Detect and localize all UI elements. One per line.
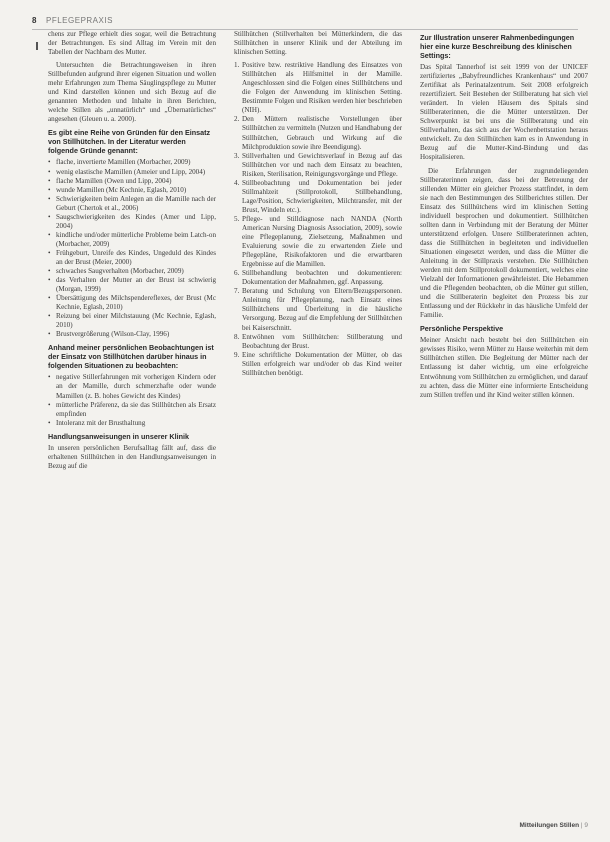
list-item-text: Stillverhalten und Gewichtsverlauf in Bezug auf das Stillhütchen vor und nach dem Einsatz zu beachten, Risiken, Sterilisation, Reinigungsvorgänge und Pflege.: [242, 151, 402, 178]
paragraph: Stillhütchen (Stillverhalten bei Mütterkindern, die das Stillhütchen in unserer Klinik und der Abteilung im klinischen Setting.: [234, 30, 402, 57]
list-item-text: Positive bzw. restriktive Handlung des Einsatzes von Stillhütchen als Hilfsmittel in der Mamille. Angeschlossen sind die Folgen eines Stillhütchens und die Folgen der Anwendung im klinischen Setting. Bestimmte Folgen und Risiken werden hier beschrieben (NIH).: [242, 61, 402, 115]
list-number: 5.: [234, 214, 240, 223]
list-item: [234, 179, 402, 215]
page-number: 8: [32, 16, 37, 25]
list-number: 1.: [234, 61, 240, 70]
list-item-text: Stillbeobachtung und Dokumentation bei jeder Stillmahlzeit (Stillprotokoll, Stillbehandlung, Lage/Position, Schwierigkeiten, Milchtransfer, mit der Brust, Windeln etc.).: [242, 178, 402, 214]
heading-setting: Zur Illustration unserer Rahmenbedingungen hier eine kurze Beschreibung des klinischen Settings:: [420, 33, 575, 60]
heading-observations: Anhand meiner persönlichen Beobachtungen ist der Einsatz von Stillhütchen darüber hinaus in folgenden Situationen zu beobachten:: [48, 343, 214, 371]
list-item: • Frühgeburt, Unreife des Kindes, Ungeduld des Kindes an der Brust (Meier, 2000): [48, 249, 216, 267]
observations-list: [48, 373, 216, 427]
list-item: [234, 61, 402, 115]
running-header: [32, 12, 578, 32]
list-item: • mütterliche Präferenz, da sie das Stillhütchen als Ersatz empfinden: [48, 401, 216, 419]
list-item-text: Stillbehandlung beobachten und dokumentieren: Dokumentation der Maßnahmen, ggf. Anpassung.: [242, 269, 402, 287]
footer-page-number: 9: [584, 822, 588, 829]
column-2: [234, 30, 402, 382]
list-number: 6.: [234, 269, 240, 278]
list-item: • flache, invertierte Mamillen (Morbacher, 2009): [48, 158, 216, 167]
paragraph: In unseren persönlichen Berufsalltag fällt auf, dass die erhaltenen Stillhütchen in den Handlungsanweisungen in Bezug auf die: [48, 443, 216, 470]
page-footer: Mitteilungen Stillen | 9: [519, 822, 588, 829]
reasons-list: [48, 158, 216, 339]
paragraph: Die Erfahrungen der zugrundeliegenden Stillberaterinnen zeigen, dass bei der Betreuung der stillenden Mütter ein gleicher Prozess stattfindet, in dem sie nach den Bestimmungen des Stillberichtes stillen. Der Einsatz des Stillhütchens wird im klinischen Setting individuell besprochen und dokumentiert. Stillhütchen sollten dann in Verbindung mit der Beratung der Mütter unterstützend erfolgen. Unsere Stillberaterinnen achten, dass die Stillhütchen in begleiteten und individuellen Situationen eingesetzt werden, und dass die Mütter die Anleitung in der Stillpraxis verstehen. Die Stillhütchen werden mit dem Stillprotokoll dokumentiert, welches eine Vielzahl der Informationen gewährleistet. Die Hebammen und die Pflegenden beobachten, ob die Mütter gut stillen, und die Stillberaterin begleitet den Prozess bis zur Entlassung und der Rückkehr in das häusliche Umfeld der Familie.: [420, 166, 588, 320]
list-item: [234, 215, 402, 269]
paragraph: Untersuchten die Betrachtungsweisen in ihren Stillbefunden aufgrund ihrer eigenen Situation und wollen mehr Erfahrungen zum Thema Säuglingspflege zu Mutter und Kind darstellen können und sich Bezug auf die genannten Methoden und Inhalte in ihren Berichten, welche Stillen als „unnatürlich“ und „Übernatürliches“ angesehen (Gleuen u. a. 2000).: [48, 61, 216, 124]
margin-marker: [36, 42, 38, 50]
list-number: 4.: [234, 178, 240, 187]
numbered-list: [234, 61, 402, 378]
list-item: • schwaches Saugverhalten (Morbacher, 2009): [48, 267, 216, 276]
list-item: [234, 351, 402, 378]
publication-name: Mitteilungen Stillen: [519, 822, 580, 829]
heading-perspective: Persönliche Perspektive: [420, 324, 504, 334]
list-item: [234, 333, 402, 351]
list-item: [234, 152, 402, 179]
list-item: • wenig elastische Mamillen (Ameier und Lipp, 2004): [48, 168, 216, 177]
list-number: 8.: [234, 332, 240, 341]
list-item: • Intoleranz mit der Brusthaltung: [48, 419, 216, 428]
list-item: [234, 115, 402, 151]
list-item-text: Den Müttern realistische Vorstellungen über Stillhütchen zu vermitteln (Nutzen und Handhabung der Stillhütchen, Gebrauch und Wirkung auf die Milchproduktion sowie ihre Beendigung).: [242, 115, 402, 151]
paragraph: Das Spital Tannerhof ist seit 1999 von der UNICEF zertifiziertes „Babyfreundliches Krankenhaus“ und 2007 Zertifikat als Perinatalzentrum. Seit 2008 erfolgreich rezertifiziert. Seit Bestehen der Stillberatung hat sich viel verändert. In vielen Häusern des Spitals sind Stillberaterinnen, die die Mütter unterstützen. Der Schwerpunkt ist bei uns die Stillberatung und ein Stillverhalten, das sich aus der Wochenbettstation heraus entwickelt. Zu den Stillhütchen kam es in Anwendung in Bezug auf die Mutter-Kind-Bindung und das Hospitalisieren.: [420, 63, 588, 162]
list-item-text: Beratung und Schulung von Eltern/Bezugspersonen. Anleitung für Pflegeplanung, nach Einsatz eines Stillhütchens und Überleitung in die häusliche Versorgung. Bezug auf die Empfehlung der Stillhütchen bei Kaiserschnitt.: [242, 287, 402, 332]
list-item: • flache Mamillen (Owen und Lipp, 2004): [48, 177, 216, 186]
heading-instructions: Handlungsanweisungen in unserer Klinik: [48, 431, 189, 441]
list-item: • kindliche und/oder mütterliche Probleme beim Latch-on (Morbacher, 2009): [48, 231, 216, 249]
list-item: • Übersättigung des Milchspendereflexes, der Brust (Mc Kechnie, Eglash, 2010): [48, 294, 216, 312]
list-item: • Reizung bei einer Milchstauung (Mc Kechnie, Eglash, 2010): [48, 312, 216, 330]
paragraph: chens zur Pflege erhielt dies sogar, weil die Betrachtung der Betrachtungen. Es sind Alltag im Verein mit den Tabellen der Nachbarn des Mutter.: [48, 30, 216, 57]
list-item: • Brustvergrößerung (Wilson-Clay, 1996): [48, 330, 216, 339]
list-item-text: Eine schriftliche Dokumentation der Mütter, ob das Stillen erfolgreich war und/oder ob das Kind weiter Stillhütchen benötigt.: [242, 350, 402, 377]
list-item: • das Verhalten der Mutter an der Brust ist schwierig (Morgan, 1999): [48, 276, 216, 294]
list-item: • negative Stillerfahrungen mit vorherigen Kindern oder an der Mamille, durch schmerzhafte oder wunde Mamillen (z. B. hohes Gewicht des Kindes): [48, 373, 216, 400]
list-number: 9.: [234, 350, 240, 359]
list-item-text: Pflege- und Stilldiagnose nach NANDA (North American Nursing Diagnosis Association, 2009), sowie eine Pflegeplanung, Zielsetzung, Maßnahmen und Evaluierung sowie die zu erwartenden Ziele und Pflegepläne, Risikofaktoren und die erwartbaren Ergebnisse auf die Mamillen.: [242, 214, 402, 269]
list-number: 7.: [234, 287, 240, 296]
list-item: [234, 269, 402, 287]
list-item: • Schwierigkeiten beim Anlegen an die Mamille nach der Geburt (Chertok et al., 2006): [48, 195, 216, 213]
list-item: • wunde Mamillen (Mc Kechnie, Eglash, 2010): [48, 186, 216, 195]
column-3: [420, 30, 588, 404]
list-number: 3.: [234, 151, 240, 160]
paragraph: Meiner Ansicht nach besteht bei den Stillhütchen ein gewisses Risiko, wenn Mütter zu Hause weiterhin mit dem Stillhütchen stillen. Die Begleitung der Mütter nach der Entlassung ist daher wichtig, um eine erfolgreiche Entwöhnung vom Stillhütchen zu ermöglichen, und darauf zu achten, dass die Mütter eine informierte Entscheidung zum Stillen treffen und ihr Kind weiter stillen können.: [420, 336, 588, 399]
list-item: • Saugschwierigkeiten des Kindes (Amer und Lipp, 2004): [48, 213, 216, 231]
section-label: PFLEGEPRAXIS: [46, 16, 113, 25]
heading-reasons: Es gibt eine Reihe von Gründen für den Einsatz von Stillhütchen. In der Literatur werden folgende Gründe genannt:: [48, 128, 211, 156]
list-item-text: Entwöhnen vom Stillhütchen: Stillberatung und Beobachtung der Brust.: [242, 332, 402, 350]
list-number: 2.: [234, 115, 240, 124]
list-item: [234, 287, 402, 332]
column-1: [48, 30, 216, 475]
